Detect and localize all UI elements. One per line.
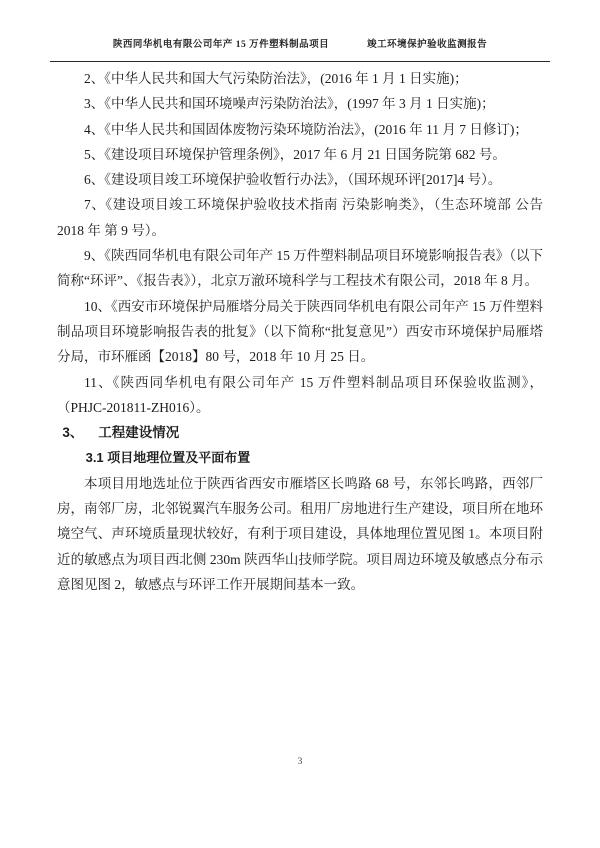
reference-item-5: 5、《建设项目环境保护管理条例》，2017 年 6 月 21 日国务院第 682 号。 bbox=[84, 146, 506, 162]
section-heading-title: 工程建设情况 bbox=[98, 425, 180, 441]
running-header bbox=[50, 36, 550, 50]
header-divider bbox=[50, 61, 550, 62]
reference-item-4: 4、《中华人民共和国固体废物污染环境防治法》，(2016 年 11 月 7 日修订)； bbox=[84, 121, 528, 137]
reference-item-3: 3、《中华人民共和国环境噪声污染防治法》，(1997 年 3 月 1 日实施)； bbox=[84, 96, 495, 112]
reference-item-9: 9、《陕西同华机电有限公司年产 15 万件塑料制品项目环境影响报告表》（以下简称“环评”、《报告表》），北京万澈环境科学与工程技术有限公司，2018 年 8 月。 bbox=[57, 248, 543, 289]
header-project-title: 陕西同华机电有限公司年产 15 万件塑料制品项目 bbox=[112, 40, 330, 50]
header-report-title: 竣工环境保护验收监测报告 bbox=[367, 40, 488, 50]
reference-item-11: 11、《陕西同华机电有限公司年产 15 万件塑料制品项目环保验收监测》，（PHJC-201811-ZH016）。 bbox=[57, 374, 543, 415]
page-number: 3 bbox=[297, 757, 303, 767]
reference-item-7: 7、《建设项目竣工环境保护验收技术指南 污染影响类》，（生态环境部 公告 2018 年 第 9 号）。 bbox=[57, 197, 543, 238]
document-body bbox=[57, 66, 543, 597]
section-heading-number: 3、 bbox=[62, 425, 84, 441]
reference-item-2: 2、《中华人民共和国大气污染防治法》，(2016 年 1 月 1 日实施)； bbox=[84, 71, 468, 86]
section-paragraph: 本项目用地选址位于陕西省西安市雁塔区长鸣路 68 号，东邻长鸣路，西邻厂房，南邻厂房，北邻锐翼汽车服务公司。租用厂房地进行生产建设，项目所在地环境空气、声环境质量现状较好，有利于项目建设，具体地理位置见图 1。本项目附近的敏感点为项目西北侧 230m 陕西华山技师学院。项目周边环境及敏感点分布示意图见图 2，敏感点与环评工作开展期间基本一致。 bbox=[57, 475, 543, 592]
reference-item-6: 6、《建设项目竣工环境保护验收暂行办法》，（国环规环评[2017]4 号）。 bbox=[84, 172, 502, 188]
reference-item-10: 10、《西安市环境保护局雁塔分局关于陕西同华机电有限公司年产 15 万件塑料制品项目环境影响报告表的批复》（以下简称“批复意见”）西安市环境保护局雁塔分局，市环雁函【2018】80 号，2018 年 10 月 25 日。 bbox=[57, 298, 543, 365]
section-heading bbox=[57, 420, 543, 445]
subsection-heading: 3.1 项目地理位置及平面布置 bbox=[85, 450, 251, 466]
